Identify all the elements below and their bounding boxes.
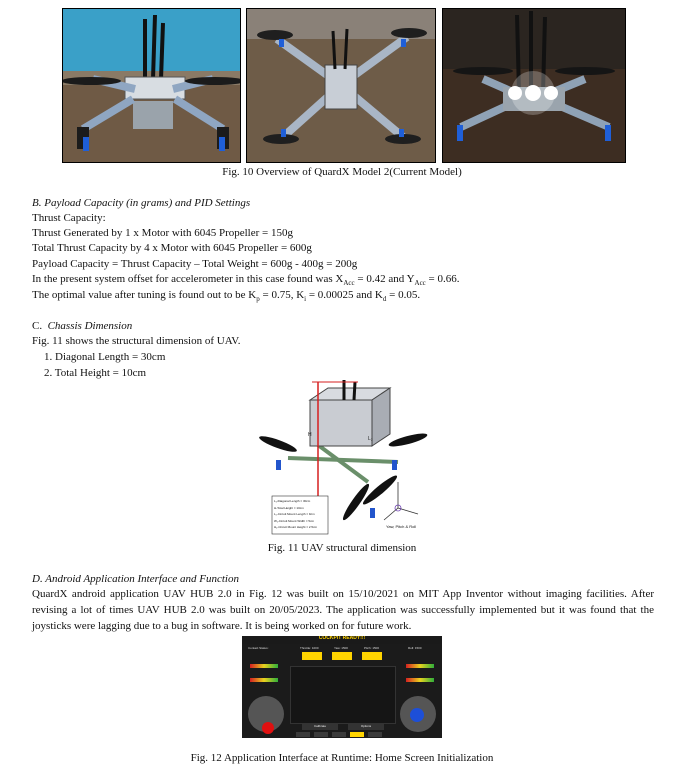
app-bottom-tab-5[interactable] (368, 732, 382, 737)
figure11-legend-item: H-Total Height = 10cm (274, 505, 304, 510)
section-b-line-4: Payload Capacity = Thrust Capacity – Total Weight = 600g - 400g = 200g (32, 258, 358, 270)
app-left-bar-2[interactable] (250, 678, 278, 682)
app-left-joystick-knob[interactable] (262, 722, 274, 734)
app-status-pitch: Pitch: 1500 (364, 646, 380, 650)
app-status-yaw: Yaw: 1500 (334, 646, 348, 650)
offset-mid: = 0.42 and Y (354, 273, 415, 285)
section-c-heading (32, 320, 132, 332)
pid-kp-sub: p (256, 295, 260, 304)
app-right-bar-2[interactable] (406, 678, 434, 682)
offset-prefix: In the present system offset for accelerometer in this case found was X (32, 273, 344, 285)
offset-sub-x: Acc (343, 279, 355, 288)
figure11-label-h: H (308, 432, 312, 438)
figure11-legend-item: L₂-Circuit Mount Length = 9cm (274, 512, 315, 517)
figure11-axes-label: Yaw, Pitch & Roll (386, 524, 417, 529)
figure12-caption: Fig. 12 Application Interface at Runtime: Home Screen Initialization (190, 752, 494, 764)
app-title: COCKPIT READY!!! (318, 636, 366, 641)
figure11-label-l2: L₂ (368, 436, 373, 442)
pid-kd-val: = 0.05. (386, 289, 421, 301)
section-b-line-1: Thrust Capacity: (32, 212, 106, 224)
section-b-offset-line (32, 273, 460, 287)
figure11-legend-item: H₂-Circuit Mount Height = 2.5cm (274, 525, 318, 530)
pid-ki-sub: i (304, 295, 307, 304)
figure12-app-screenshot (242, 636, 442, 738)
figure11-legend-item: L₁-Diagonal Length = 30cm (274, 499, 311, 503)
app-bottom-tab-4[interactable] (350, 732, 364, 737)
section-c-prefix: C. (32, 320, 43, 332)
figure11-caption: Fig. 11 UAV structural dimension (267, 542, 417, 554)
app-right-bar-1[interactable] (406, 664, 434, 668)
app-top-button-2[interactable] (332, 652, 352, 660)
figure11-diagram (258, 378, 428, 540)
app-left-bar-1[interactable] (250, 664, 278, 668)
section-c-item-1: 1. Diagonal Length = 30cm (44, 351, 166, 363)
offset-suffix: = 0.66. (425, 273, 460, 285)
section-b-line-3: Total Thrust Capacity by 4 x Motor with 6045 Propeller = 600g (32, 242, 312, 254)
app-bottom-tab-3[interactable] (332, 732, 346, 737)
app-status-roll: Roll: 1500 (408, 646, 422, 650)
section-b-line-2: Thrust Generated by 1 x Motor with 6045 Propeller = 150g (32, 227, 293, 239)
app-top-button-1[interactable] (302, 652, 322, 660)
figure10-photo-top (246, 8, 436, 163)
pid-kd-sub: d (382, 295, 387, 304)
app-options-button[interactable]: Options (348, 724, 384, 730)
figure10-photo-front (62, 8, 241, 163)
app-center-panel (290, 666, 396, 724)
figure10-caption: Fig. 10 Overview of QuardX Model 2(Current Model) (222, 166, 462, 178)
pid-kp-val: = 0.75, K (259, 289, 305, 301)
app-bottom-tab-1[interactable] (296, 732, 310, 737)
section-d-heading: D. Android Application Interface and Function (32, 573, 239, 585)
section-c-item-2: 2. Total Height = 10cm (44, 367, 147, 379)
offset-sub-y: Acc (414, 279, 426, 288)
figure11-legend-item: W₁-Circuit Mount Width = 5cm (274, 518, 315, 523)
app-status-throttle: Throttle: 1000 (300, 646, 319, 650)
section-c-intro: Fig. 11 shows the structural dimension of UAV. (32, 335, 241, 347)
app-bottom-tab-2[interactable] (314, 732, 328, 737)
section-b-pid-line (32, 289, 420, 303)
section-b-heading: B. Payload Capacity (in grams) and PID Settings (32, 197, 251, 209)
section-d-paragraph: QuardX android application UAV HUB 2.0 in Fig. 12 was built on 15/10/2021 on MIT App Inventor without imaging facilities. After revising a lot of times UAV HUB 2.0 was built on 20/05/2023. The application was successfully implemented but it was found that the joysticks were lagging due to a bug in software. It is being worked on for future work. (32, 588, 654, 632)
app-right-joystick-knob[interactable] (410, 708, 424, 722)
section-c-title: Chassis Dimension (47, 320, 133, 332)
app-top-button-3[interactable] (362, 652, 382, 660)
app-calibrate-button[interactable]: Calibrate (302, 724, 338, 730)
pid-prefix: The optimal value after tuning is found out to be K (32, 289, 257, 301)
figure10-photo-lights (442, 8, 626, 163)
pid-ki-val: = 0.00025 and K (306, 289, 383, 301)
app-status-contact: Contact Status: (248, 646, 269, 650)
figure11-legend (274, 498, 328, 531)
